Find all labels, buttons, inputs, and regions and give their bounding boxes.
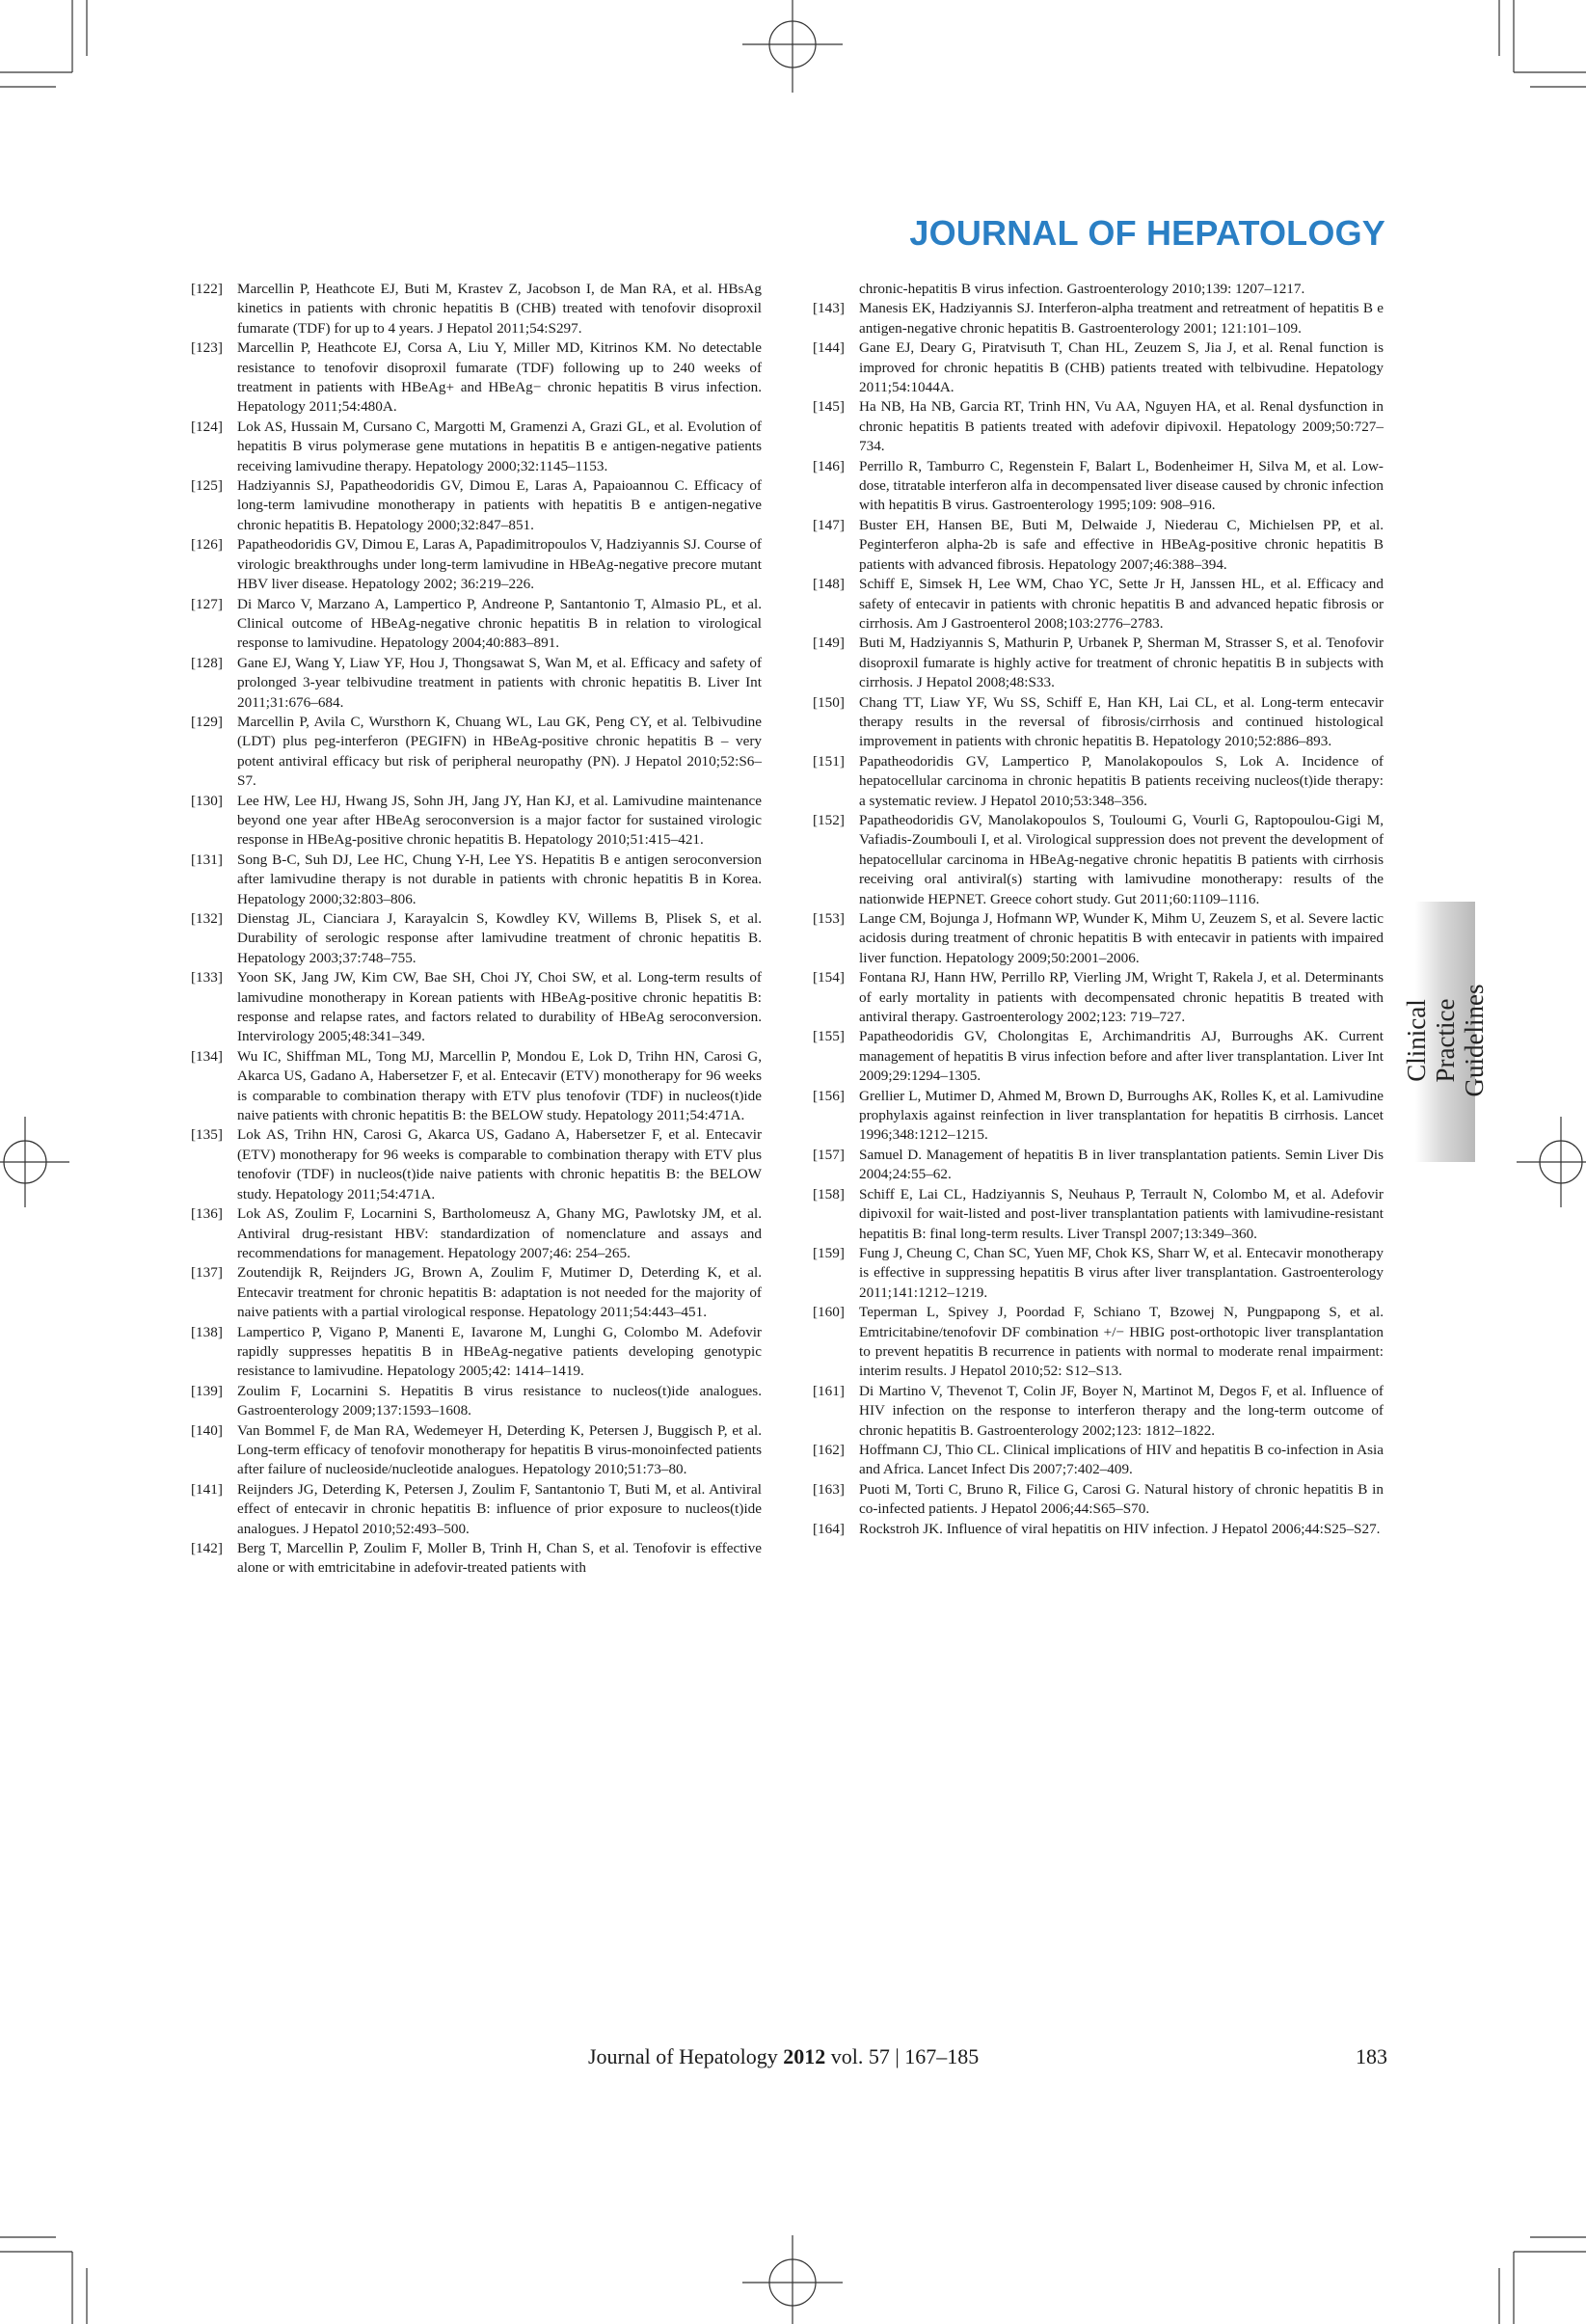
- reference-number: [122]: [191, 281, 223, 297]
- section-tab-line1: Clinical Practice: [1402, 998, 1460, 1083]
- reference-item: [813, 1027, 1384, 1086]
- reference-item: [813, 1382, 1384, 1441]
- footer-year: 2012: [783, 2044, 826, 2068]
- reference-item: [813, 1441, 1384, 1480]
- reference-number: [131]: [191, 851, 223, 868]
- reference-item: [191, 595, 762, 654]
- reference-text: Van Bommel F, de Man RA, Wedemeyer H, Deterding K, Petersen J, Buggisch P, et al. Long-term efficacy of tenofovir monotherapy for hepatitis B virus-monoinfected patients after failure of nucleoside/nucleotide analogues. Hepatology 2010;51:73–80.: [237, 1421, 762, 1478]
- reference-item: [813, 457, 1384, 516]
- reference-number: [128]: [191, 654, 223, 671]
- reference-item: [813, 1087, 1384, 1146]
- reference-text: Manesis EK, Hadziyannis SJ. Interferon-alpha treatment and retreatment of hepatitis B e antigen-negative chronic hepatitis B. Gastroenterology 2001; 121:101–109.: [859, 300, 1384, 337]
- journal-header-bold: HEPATOLOGY: [1145, 213, 1385, 253]
- reference-text: Yoon SK, Jang JW, Kim CW, Bae SH, Choi JY, Choi SW, et al. Long-term results of lamivudine monotherapy in Korean patients with HBeAg-positive chronic hepatitis B: response and relapse rates, and factors related to durability of HBeAg seroconversion. Intervirology 2005;48:341–349.: [237, 969, 762, 1045]
- reference-text: Buster EH, Hansen BE, Buti M, Delwaide J, Niederau C, Michielsen PP, et al. Peginterferon alpha-2b is safe and effective in HBeAg-positive chronic hepatitis B patients with advanced fibrosis. Hepatology 2007;46:388–394.: [859, 516, 1384, 573]
- reference-item: [813, 968, 1384, 1027]
- footer-volume: vol. 57 | 167–185: [825, 2044, 980, 2068]
- reference-item: [191, 713, 762, 792]
- reference-item: [191, 1263, 762, 1322]
- reference-number: [126]: [191, 536, 223, 554]
- reference-number: [155]: [813, 1028, 845, 1045]
- reference-text: Hoffmann CJ, Thio CL. Clinical implications of HIV and hepatitis B co-infection in Asia and Africa. Lancet Infect Dis 2007;7:402–409.: [859, 1441, 1384, 1478]
- reference-number: [136]: [191, 1205, 223, 1223]
- reference-number: [142]: [191, 1540, 223, 1556]
- reference-text: Wu IC, Shiffman ML, Tong MJ, Marcellin P, Mondou E, Lok D, Trihn HN, Carosi G, Akarca US, Gadano A, Habersetzer F, et al. Entecavir (ETV) monotherapy for 96 weeks is comparable to combination therapy with ETV plus tenofovir (TDF) in nucleos(t)ide naive patients with chronic hepatitis B: the BELOW study. Hepatology 2011;54:471A.: [237, 1047, 762, 1124]
- reference-text: Papatheodoridis GV, Dimou E, Laras A, Papadimitropoulos V, Hadziyannis SJ. Course of virologic breakthroughs under long-term lamivudine in HBeAg-negative precore mutant HBV liver disease. Hepatology 2002; 36:219–226.: [237, 536, 762, 593]
- reference-number: [152]: [813, 811, 845, 828]
- reference-text: Gane EJ, Wang Y, Liaw YF, Hou J, Thongsawat S, Wan M, et al. Efficacy and safety of prolonged 3-year telbivudine treatment in patients with chronic hepatitis B. Liver Int 2011;31:676–684.: [237, 654, 762, 711]
- reference-number: [137]: [191, 1264, 223, 1282]
- reference-item: [813, 1244, 1384, 1303]
- reference-number: [134]: [191, 1047, 223, 1065]
- reference-text: Puoti M, Torti C, Bruno R, Filice G, Carosi G. Natural history of chronic hepatitis B in co-infected patients. J Hepatol 2006;44:S65–S70.: [859, 1480, 1384, 1518]
- reference-column-right: [813, 280, 1384, 1539]
- reference-number: [135]: [191, 1126, 223, 1144]
- reference-item: [191, 1382, 762, 1421]
- reference-text: Fontana RJ, Hann HW, Perrillo RP, Vierling JM, Wright T, Rakela J, et al. Determinants of early mortality in patients with decompensated chronic hepatitis B treated with antiviral therapy. Gastroenterology 2002;123: 719–727.: [859, 969, 1384, 1026]
- reference-item: [191, 338, 762, 418]
- reference-text: Papatheodoridis GV, Manolakopoulos S, Touloumi G, Vourli G, Raptopoulou-Gigi M, Vafiadis-Zoumbouli I, et al. Virological suppression does not prevent the development of hepatocellular carcinoma in HBeAg-negative chronic hepatitis B patients with cirrhosis receiving oral antiviral(s) starting with lamivudine monotherapy: results of the nationwide HEPNET. Greece cohort study. Gut 2011;60:1109–1116.: [859, 811, 1384, 907]
- reference-text: Lok AS, Trihn HN, Carosi G, Akarca US, Gadano A, Habersetzer F, et al. Entecavir (ETV) monotherapy for 96 weeks is comparable to combination therapy with ETV plus tenofovir (TDF) in nucleos(t)ide naive patients with chronic hepatitis B: the BELOW study. Hepatology 2011;54:471A.: [237, 1126, 762, 1203]
- reference-item: [191, 418, 762, 476]
- reference-number: [164]: [813, 1520, 845, 1537]
- reference-text: Di Marco V, Marzano A, Lampertico P, Andreone P, Santantonio T, Almasio PL, et al. Clinical outcome of HBeAg-negative chronic hepatitis B in relation to virological response to lamivudine. Hepatology 2004;40:883–891.: [237, 595, 762, 652]
- reference-text: Di Martino V, Thevenot T, Colin JF, Boyer N, Martinot M, Degos F, et al. Influence of HIV infection on the response to interferon therapy and the long-term outcome of chronic hepatitis B. Gastroenterology 2002;123: 1812–1822.: [859, 1382, 1384, 1439]
- reference-item: [191, 1125, 762, 1204]
- reference-item: [191, 1480, 762, 1539]
- reference-item: [813, 634, 1384, 692]
- reference-item: [191, 1323, 762, 1382]
- reference-number: [132]: [191, 910, 223, 927]
- reference-text: Lange CM, Bojunga J, Hofmann WP, Wunder K, Mihm U, Zeuzem S, et al. Severe lactic acidosis during treatment of chronic hepatitis B with entecavir in patients with impaired liver function. Hepatology 2009;50:2001–2006.: [859, 910, 1384, 966]
- section-tab-line2: Guidelines: [1460, 984, 1489, 1097]
- reference-item: [813, 516, 1384, 575]
- reference-number: [158]: [813, 1185, 845, 1203]
- reference-text: Berg T, Marcellin P, Zoulim F, Moller B, Trinh H, Chan S, et al. Tenofovir is effective alone or with emtricitabine in adefovir-treated patients with: [237, 1540, 762, 1577]
- reference-text: Marcellin P, Avila C, Wursthorn K, Chuang WL, Lau GK, Peng CY, et al. Telbivudine (LDT) plus peg-interferon (PEGIFN) in HBeAg-positive chronic hepatitis B – very potent antiviral efficacy but risk of peripheral neuropathy (PN). J Hepatol 2010;52:S6–S7.: [237, 713, 762, 790]
- reference-number: [151]: [813, 752, 845, 770]
- reference-text: Papatheodoridis GV, Cholongitas E, Archimandritis AJ, Burroughs AK. Current management of hepatitis B virus infection before and after liver transplantation. Liver Int 2009;29:1294–1305.: [859, 1028, 1384, 1085]
- reference-text: Zoutendijk R, Reijnders JG, Brown A, Zoulim F, Mutimer D, Deterding K, et al. Entecavir treatment for chronic hepatitis B: adaptation is not needed for the majority of naive patients with a partial virological response. Hepatology 2011;54:443–451.: [237, 1264, 762, 1321]
- reference-number: [127]: [191, 595, 223, 612]
- reference-text: Schiff E, Simsek H, Lee WM, Chao YC, Sette Jr H, Janssen HL, et al. Efficacy and safety of entecavir in patients with chronic hepatitis B and advanced hepatic fibrosis or cirrhosis. Am J Gastroenterol 2008;103:2776–2783.: [859, 576, 1384, 632]
- reference-item: [813, 575, 1384, 634]
- reference-column-left: [191, 280, 762, 1579]
- reference-item: [813, 811, 1384, 909]
- reference-item: [813, 1146, 1384, 1185]
- reference-number: [133]: [191, 969, 223, 986]
- reference-number: [157]: [813, 1146, 845, 1163]
- reference-number: [130]: [191, 792, 223, 809]
- reference-text: Rockstroh JK. Influence of viral hepatitis on HIV infection. J Hepatol 2006;44:S25–S27.: [859, 1520, 1381, 1537]
- reference-text: Song B-C, Suh DJ, Lee HC, Chung Y-H, Lee YS. Hepatitis B e antigen seroconversion after lamivudine therapy is not durable in patients with chronic hepatitis B in Korea. Hepatology 2000;32:803–806.: [237, 851, 762, 907]
- reference-number: [143]: [813, 300, 845, 317]
- page-number: 183: [1356, 2044, 1387, 2068]
- reference-text: Gane EJ, Deary G, Piratvisuth T, Chan HL, Zeuzem S, Jia J, et al. Renal function is improved for chronic hepatitis B (CHB) patients treated with telbivudine. Hepatology 2011;54:1044A.: [859, 339, 1384, 396]
- reference-item: [813, 1480, 1384, 1520]
- reference-number: [144]: [813, 339, 845, 357]
- reference-text: Hadziyannis SJ, Papatheodoridis GV, Dimou E, Laras A, Papaioannou C. Efficacy of long-term lamivudine monotherapy in patients with hepatitis B e antigen-negative chronic hepatitis B. Hepatology 2000;32:847–851.: [237, 477, 762, 533]
- reference-text: Fung J, Cheung C, Chan SC, Yuen MF, Chok KS, Sharr W, et al. Entecavir monotherapy is effective in suppressing hepatitis B virus after liver transplantation. Gastroenterology 2011;141:1212–1219.: [859, 1244, 1384, 1301]
- reference-number: [163]: [813, 1480, 845, 1498]
- reference-item: [813, 752, 1384, 811]
- reference-number: [147]: [813, 516, 845, 533]
- reference-number: [154]: [813, 969, 845, 986]
- reference-number: [156]: [813, 1087, 845, 1104]
- reference-number: [149]: [813, 635, 845, 652]
- reference-number: [125]: [191, 477, 223, 495]
- reference-number: [129]: [191, 713, 223, 730]
- footer-journal: Journal of Hepatology: [588, 2044, 784, 2068]
- reference-number: [160]: [813, 1304, 845, 1321]
- reference-text: Buti M, Hadziyannis S, Mathurin P, Urbanek P, Sherman M, Strasser S, et al. Tenofovir disoproxil fumarate is highly active for treatment of chronic hepatitis B in subjects with cirrhosis. J Hepatol 2008;48:S33.: [859, 635, 1384, 691]
- reference-item: [191, 909, 762, 968]
- reference-number: [139]: [191, 1382, 223, 1399]
- reference-item: [191, 1539, 762, 1579]
- reference-item: [813, 338, 1384, 397]
- reference-text: Lok AS, Zoulim F, Locarnini S, Bartholomeusz A, Ghany MG, Pawlotsky JM, et al. Antiviral drug-resistant HBV: standardization of nomenclature and assays and recommendations for management. Hepatology 2007;46: 254–265.: [237, 1205, 762, 1261]
- reference-number: [123]: [191, 339, 223, 357]
- reference-item: [191, 968, 762, 1047]
- reference-text: Papatheodoridis GV, Lampertico P, Manolakopoulos S, Lok A. Incidence of hepatocellular carcinoma in chronic hepatitis B patients receiving nucleos(t)ide therapy: a systematic review. J Hepatol 2010;53:348–356.: [859, 752, 1384, 809]
- reference-item: [813, 909, 1384, 968]
- reference-text: Marcellin P, Heathcote EJ, Buti M, Krastev Z, Jacobson I, de Man RA, et al. HBsAg kinetics in patients with chronic hepatitis B (CHB) treated with tenofovir disoproxil fumarate (TDF) for up to 4 years. J Hepatol 2011;54:S297.: [237, 281, 762, 337]
- reference-number: [150]: [813, 693, 845, 711]
- reference-item: [191, 1421, 762, 1480]
- footer-citation: [588, 2044, 979, 2069]
- journal-header: [909, 213, 1385, 253]
- reference-number: [148]: [813, 576, 845, 593]
- reference-text: Perrillo R, Tamburro C, Regenstein F, Balart L, Bodenheimer H, Silva M, et al. Low-dose, titratable interferon alfa in decompensated liver disease caused by chronic infection with hepatitis B virus. Gastroenterology 1995;109: 908–916.: [859, 457, 1384, 514]
- reference-number: [162]: [813, 1441, 845, 1458]
- reference-item: [191, 792, 762, 851]
- reference-item: [191, 654, 762, 713]
- reference-text: Chang TT, Liaw YF, Wu SS, Schiff E, Han KH, Lai CL, et al. Long-term entecavir therapy results in the reversal of fibrosis/cirrhosis and continued histological improvement in patients with chronic hepatitis B. Hepatology 2010;52:886–893.: [859, 693, 1384, 750]
- journal-header-light: JOURNAL OF: [909, 213, 1146, 253]
- reference-number: [161]: [813, 1382, 845, 1399]
- reference-number: [146]: [813, 457, 845, 474]
- reference-item: [813, 299, 1384, 338]
- reference-text: Schiff E, Lai CL, Hadziyannis S, Neuhaus P, Terrault N, Colombo M, et al. Adefovir dipivoxil for wait-listed and post-liver transplantation patients with lamivudine-resistant hepatitis B: final long-term results. Liver Transpl 2007;13:349–360.: [859, 1185, 1384, 1242]
- reference-text: Lampertico P, Vigano P, Manenti E, Iavarone M, Lunghi G, Colombo M. Adefovir rapidly suppresses hepatitis B in HBeAg-negative patients developing genotypic resistance to lamivudine. Hepatology 2005;42: 1414–1419.: [237, 1323, 762, 1380]
- reference-item: [813, 1303, 1384, 1382]
- reference-number: [124]: [191, 418, 223, 435]
- reference-text: Grellier L, Mutimer D, Ahmed M, Brown D, Burroughs AK, Rolles K, et al. Lamivudine prophylaxis against reinfection in liver transplantation for hepatitis B cirrhosis. Lancet 1996;348:1212–1215.: [859, 1087, 1384, 1144]
- reference-continuation: chronic-hepatitis B virus infection. Gastroenterology 2010;139: 1207–1217.: [859, 281, 1305, 297]
- reference-number: [159]: [813, 1244, 845, 1261]
- reference-number: [140]: [191, 1421, 223, 1439]
- reference-item: [191, 1204, 762, 1263]
- reference-text: Dienstag JL, Cianciara J, Karayalcin S, Kowdley KV, Willems B, Plisek S, et al. Durability of serologic response after lamivudine treatment of chronic hepatitis B. Hepatology 2003;37:748–755.: [237, 910, 762, 966]
- reference-number: [153]: [813, 910, 845, 927]
- reference-text: Reijnders JG, Deterding K, Petersen J, Zoulim F, Santantonio T, Buti M, et al. Antiviral effect of entecavir in chronic hepatitis B: influence of prior exposure to nucleos(t)ide analogues. J Hepatol 2010;52:493–500.: [237, 1480, 762, 1537]
- reference-text: Lok AS, Hussain M, Cursano C, Margotti M, Gramenzi A, Grazi GL, et al. Evolution of hepatitis B virus polymerase gene mutations in hepatitis B e antigen-negative patients receiving lamivudine therapy. Hepatology 2000;32:1145–1153.: [237, 418, 762, 474]
- reference-text: Teperman L, Spivey J, Poordad F, Schiano T, Bzowej N, Pungpapong S, et al. Emtricitabine/tenofovir DF combination +/− HBIG post-orthotopic liver transplantation to prevent hepatitis B recurrence in patients with normal to moderate renal impairment: interim results. J Hepatol 2010;52: S12–S13.: [859, 1304, 1384, 1380]
- reference-item: [813, 1185, 1384, 1244]
- section-tab-label: [1402, 980, 1489, 1101]
- reference-text: Lee HW, Lee HJ, Hwang JS, Sohn JH, Jang JY, Han KJ, et al. Lamivudine maintenance beyond one year after HBeAg seroconversion is a major factor for sustained virologic response in HBeAg-positive chronic hepatitis B. Hepatology 2010;51:415–421.: [237, 792, 762, 849]
- reference-item: [191, 280, 762, 338]
- reference-item: [191, 535, 762, 594]
- reference-item: [191, 1047, 762, 1126]
- reference-item: [813, 693, 1384, 752]
- reference-number: [138]: [191, 1323, 223, 1340]
- reference-item: [813, 1520, 1384, 1539]
- reference-item: [191, 476, 762, 535]
- reference-item: [191, 851, 762, 909]
- reference-text: Zoulim F, Locarnini S. Hepatitis B virus resistance to nucleos(t)ide analogues. Gastroenterology 2009;137:1593–1608.: [237, 1382, 762, 1419]
- reference-text: Marcellin P, Heathcote EJ, Corsa A, Liu Y, Miller MD, Kitrinos KM. No detectable resistance to tenofovir disoproxil fumarate (TDF) following up to 240 weeks of treatment in patients with HBeAg+ and HBeAg− chronic hepatitis B virus infection. Hepatology 2011;54:480A.: [237, 339, 762, 416]
- reference-number: [141]: [191, 1480, 223, 1498]
- reference-text: Samuel D. Management of hepatitis B in liver transplantation patients. Semin Liver Dis 2004;24:55–62.: [859, 1146, 1384, 1183]
- reference-number: [145]: [813, 398, 845, 416]
- reference-text: Ha NB, Ha NB, Garcia RT, Trinh HN, Vu AA, Nguyen HA, et al. Renal dysfunction in chronic hepatitis B patients treated with adefovir dipivoxil. Hepatology 2009;50:727–734.: [859, 398, 1384, 455]
- reference-item: [813, 397, 1384, 456]
